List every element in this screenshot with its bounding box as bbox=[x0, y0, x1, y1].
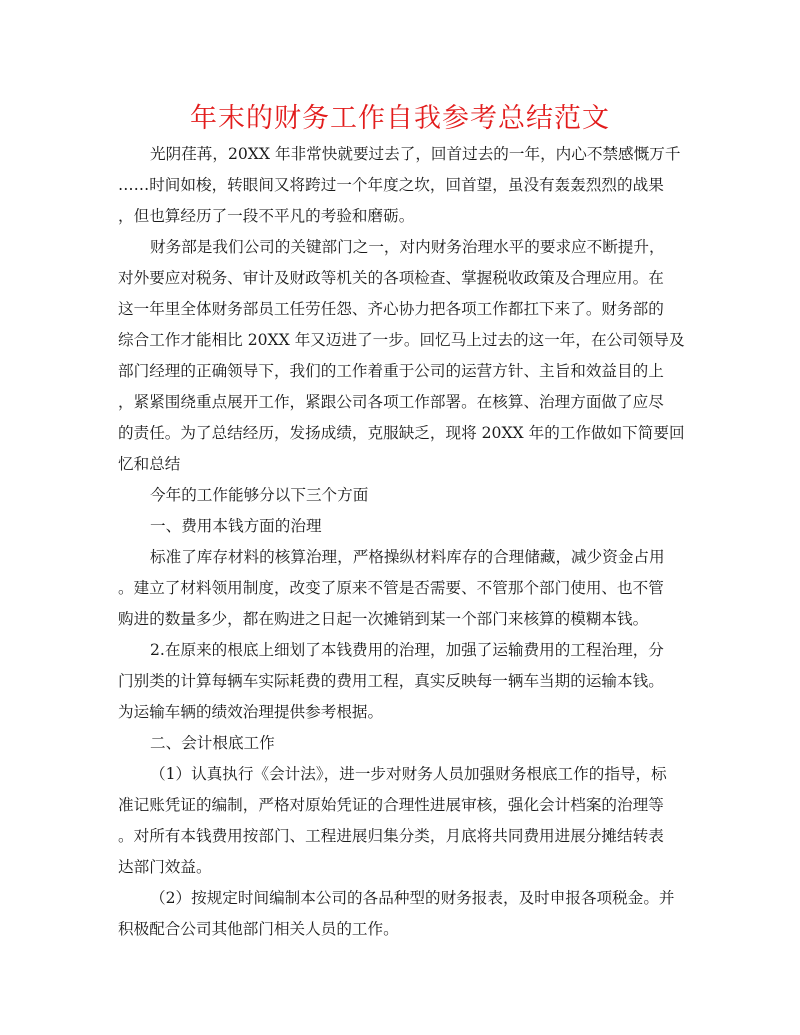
paragraph-line: 。建立了材料领用制度，改变了原来不管是否需要、不管那个部门使用、也不管 bbox=[118, 579, 664, 597]
paragraph-line: 标准了库存材料的核算治理，严格操纵材料库存的合理储藏，减少资金占用 bbox=[150, 548, 665, 566]
paragraph-line: 这一年里全体财务部员工任劳任怨、齐心协力把各项工作都扛下来了。财务部的 bbox=[118, 300, 664, 318]
paragraph-line: 积极配合公司其他部门相关人员的工作。 bbox=[118, 920, 399, 938]
paragraph-line: ……时间如梭，转眼间又将跨过一个年度之坎，回首望，虽没有轰轰烈烈的战果 bbox=[118, 176, 664, 194]
paragraph-line: （2）按规定时间编制本公司的各品种型的财务报表，及时申报各项税金。并 bbox=[150, 889, 675, 907]
section-heading: 二、会计根底工作 bbox=[150, 734, 275, 752]
paragraph-line: 达部门效益。 bbox=[118, 858, 212, 876]
paragraph-line: 购进的数量多少，都在购进之日起一次摊销到某一个部门来核算的模糊本钱。 bbox=[118, 610, 649, 628]
paragraph-line: ，但也算经历了一段不平凡的考验和磨砺。 bbox=[118, 207, 415, 225]
paragraph-line: 光阴荏苒，20XX 年非常快就要过去了，回首过去的一年，内心不禁感慨万千 bbox=[150, 145, 681, 163]
paragraph-line: （1）认真执行《会计法》，进一步对财务人员加强财务根底工作的指导，标 bbox=[150, 765, 667, 783]
paragraph-line: 部门经理的正确领导下，我们的工作着重于公司的运营方针、主旨和效益目的上 bbox=[118, 362, 664, 380]
paragraph-line: 财务部是我们公司的关键部门之一，对内财务治理水平的要求应不断提升， bbox=[150, 238, 665, 256]
paragraph-line: 。对所有本钱费用按部门、工程进展归集分类，月底将共同费用进展分摊结转表 bbox=[118, 827, 664, 845]
paragraph-line: 为运输车辆的绩效治理提供参考根据。 bbox=[118, 703, 384, 721]
paragraph-line: 忆和总结 bbox=[118, 455, 181, 473]
paragraph-line: 的责任。为了总结经历，发扬成绩，克服缺乏，现将 20XX 年的工作做如下简要回 bbox=[118, 424, 685, 442]
paragraph-line: 今年的工作能够分以下三个方面 bbox=[150, 486, 369, 504]
paragraph-line: 2.在原来的根底上细划了本钱费用的治理，加强了运输费用的工程治理，分 bbox=[150, 641, 664, 659]
paragraph-line: ，紧紧围绕重点展开工作，紧跟公司各项工作部署。在核算、治理方面做了应尽 bbox=[118, 393, 664, 411]
document-title: 年末的财务工作自我参考总结范文 bbox=[190, 103, 610, 134]
paragraph-line: 准记账凭证的编制，严格对原始凭证的合理性进展审核，强化会计档案的治理等 bbox=[118, 796, 664, 814]
paragraph-line: 对外要应对税务、审计及财政等机关的各项检查、掌握税收政策及合理应用。在 bbox=[118, 269, 664, 287]
paragraph-line: 门别类的计算每辆车实际耗费的费用工程，真实反映每一辆车当期的运输本钱。 bbox=[118, 672, 664, 690]
paragraph-line: 综合工作才能相比 20XX 年又迈进了一步。回忆马上过去的这一年，在公司领导及 bbox=[118, 331, 685, 349]
section-heading: 一、费用本钱方面的治理 bbox=[150, 517, 322, 535]
